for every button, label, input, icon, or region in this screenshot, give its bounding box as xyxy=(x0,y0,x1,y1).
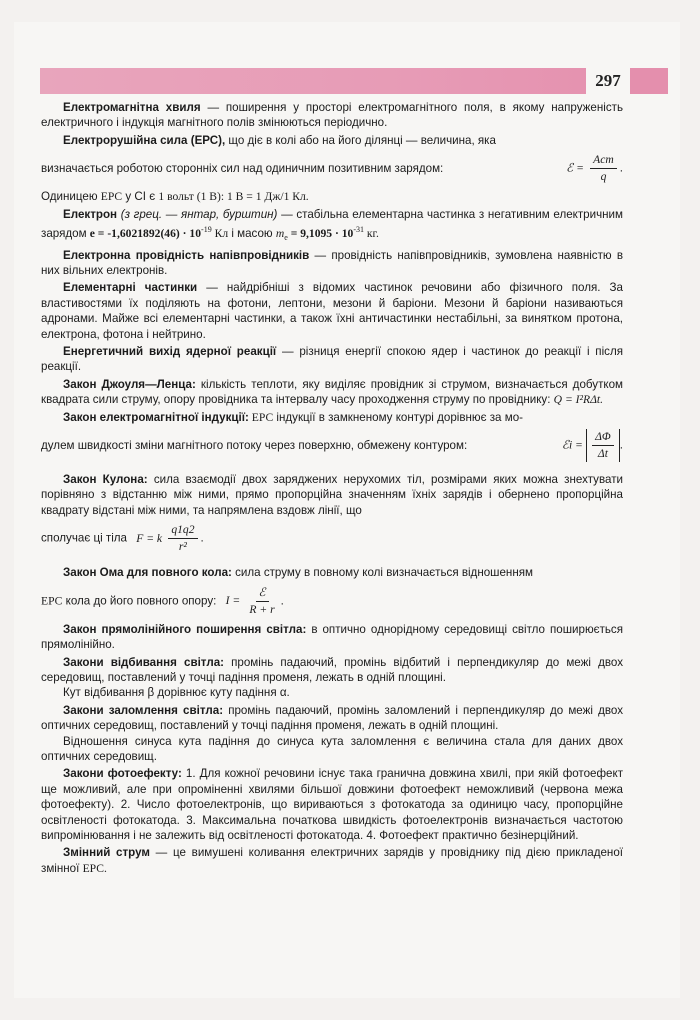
entry-particles: Елементарні частинки — найдрібніші з відомих частинок речовини або фізичного поля. За властивостями їх поділяють на фотони, лептони, мезони й баріони. Мезони й баріони називаються адронами. Майже всі елементарні частинки, а також їхні античастинки нестабільні, за винятком протона, електрона, фотона і нейтрино. xyxy=(41,281,623,341)
entry-joule-lenz: Закон Джоуля—Ленца: кількість теплоти, яку виділяє провідник зі струмом, визначається добутком квадрата сили струму, опору провідника та інтервалу часу проходження струму по провіднику: Q = I²RΔt. xyxy=(41,377,624,407)
entry-electron: Електрон (з грец. — янтар, бурштин) — стабільна елементарна частинка з негативним електричним зарядом $e = -1,6021892(46) \cdot 10^{-19}$ Кл і масою $m_e = 9,1095 \cdot 10^{-31}$ кг. xyxy=(41,207,623,243)
entry-photoeffect: Закони фотоефекту: 1. Для кожної речовини існує така гранична довжина хвилі, при якій фотоефект ще можливий, але при опроміненні хвилями більшої довжини фотоефект неможливий (червона межа фотоефекту). 2. Число фотоелектронів, що вириваються з фотокатода за одиницю часу, пропорційне освітленості фотокатода. 3. Максимальна початкова швидкість фотоелектронів визначається частотою випромінювання і не залежить від освітленості фотокатода. 4. Фотоефект практично безінерційний. xyxy=(41,767,624,842)
entry-ac: Змінний струм — це вимушені коливання електричних зарядів у провіднику під дією прикладеної змінної ЕРС. xyxy=(41,846,623,875)
emf-formula: ℰ = $\frac{\text{Aст}}{q}$ . xyxy=(566,153,623,184)
entry-ohm: Закон Ома для повного кола: сила струму в повному колі визначається відношенням xyxy=(63,566,533,580)
entry-refraction: Закони заломлення світла: промінь падаючий, промінь заломлений і перпендикуляр до межі двох оптичних середовищ, поставлений у точці падіння променя, лежать в одній площині. xyxy=(41,703,623,733)
entry-coulomb: Закон Кулона: сила взаємодії двох заряджених нерухомих тіл, розмірами яких можна знехтувати порівняно з відстанню між ними, прямо пропорційна значенням їхніх зарядів і обернено пропорційна квадрату відстані між ними, та напрямлена вздовж лінії, що xyxy=(41,473,623,517)
induction-formula: ℰi = $\frac{\Delta\Phi}{\Delta t}$ . xyxy=(561,430,623,461)
entry-semiconductor: Електронна провідність напівпровідників — провідність напівпровідників, зумовлена наявністю в них вільних електронів. xyxy=(41,248,623,278)
entry-induction: Закон електромагнітної індукції: ЕРС індукції в замкненому контурі дорівнює за мо- xyxy=(63,410,524,424)
header-band-tail xyxy=(630,68,668,94)
coulomb-formula-line: сполучає ці тіла F = k $\frac{q1q2}{\text{r²}}$ . xyxy=(41,523,204,554)
entry-nuclear-yield: Енергетичний вихід ядерної реакції — різниця енергії спокою ядер і частинок до реакції і після реакції. xyxy=(41,345,623,374)
emf-formula-line: визначається роботою сторонніх сил над одиничним позитивним зарядом: ℰ = $\frac{\text{Aст}}{q}$ . xyxy=(41,153,623,184)
entry-rectilinear: Закон прямолінійного поширення світла: в оптично однорідному середовищі світло поширюється прямолінійно. xyxy=(41,622,623,652)
entry-em-wave: Електромагнітна хвиля — поширення у просторі електромагнітного поля, в якому напруженість електричного і індукція магнітного полів змінюються періодично. xyxy=(41,101,623,130)
entry-emf: Електрорушійна сила (ЕРС), що діє в колі або на його ділянці — величина, яка xyxy=(63,133,496,147)
header-band xyxy=(40,68,660,94)
page-number: 297 xyxy=(586,66,630,96)
induction-formula-line: дулем швидкості зміни магнітного потоку через поверхню, обмежену контуром: ℰi = $\frac{\Delta\Phi}{\Delta t}$ . xyxy=(41,430,623,461)
entry-reflection: Закони відбивання світла: промінь падаючий, промінь відбитий і перпендикуляр до межі двох середовищ, поставлений у точці падіння променя, лежать в одній площині. xyxy=(41,655,623,684)
refraction-ratio: Відношення синуса кута падіння до синуса кута заломлення є величина стала для даних двох оптичних середовищ. xyxy=(41,734,623,763)
reflection-angle: Кут відбивання β дорівнює куту падіння α. xyxy=(63,686,290,700)
page-content xyxy=(41,100,623,878)
emf-unit: Одиницею ЕРС у СІ є 1 вольт (1 В): 1 В = 1 Дж/1 Кл. xyxy=(41,190,309,204)
ohm-formula-line: ЕРС кола до його повного опору: I = $\frac{\text{ℰ}}{R + r}$ . xyxy=(41,585,284,616)
